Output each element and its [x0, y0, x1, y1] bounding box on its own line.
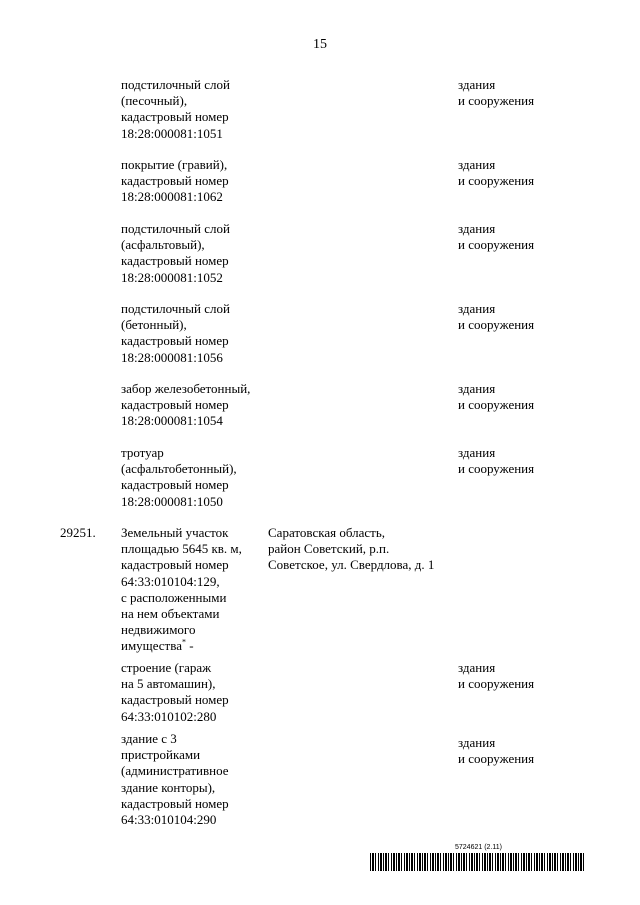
list-item-description: подстилочный слой (бетонный), кадастровый номер 18:28:000081:1056 [121, 301, 230, 365]
list-item-category: здания и сооружения [458, 221, 535, 253]
list-item-category: здания и сооружения [458, 445, 535, 477]
list-item-category: здания и сооружения [458, 735, 535, 767]
list-item-category: здания и сооружения [458, 660, 535, 692]
entry-description-dash: - [185, 638, 194, 654]
entry-description [121, 525, 271, 655]
page-number: 15 [313, 37, 327, 52]
list-item-description: тротуар (асфальтобетонный), кадастровый номер 18:28:000081:1050 [121, 445, 237, 509]
list-item-category: здания и сооружения [458, 157, 535, 189]
entry-number: 29251. [60, 525, 96, 540]
list-item-category: здания и сооружения [458, 77, 535, 109]
list-item-description: покрытие (гравий), кадастровый номер 18:28:000081:1062 [121, 157, 229, 205]
list-item-description: подстилочный слой (песочный), кадастровый номер 18:28:000081:1051 [121, 77, 230, 141]
list-item-description: здание с 3 пристройками (административное здание конторы), кадастровый номер 64:33:010104:290 [121, 731, 229, 828]
barcode-id: 5724621 (2.11) [455, 844, 502, 851]
barcode [370, 853, 584, 871]
list-item-description: подстилочный слой (асфальтовый), кадастровый номер 18:28:000081:1052 [121, 221, 230, 285]
entry-description-text: Земельный участок площадью 5645 кв. м, кадастровый номер 64:33:010104:129, с расположенными на нем объектами недвижимого имущества [121, 525, 242, 654]
entry-address: Саратовская область, район Советский, р.п. Советское, ул. Свердлова, д. 1 [268, 525, 435, 573]
list-item-category: здания и сооружения [458, 301, 535, 333]
list-item-category: здания и сооружения [458, 381, 535, 413]
list-item-description: строение (гараж на 5 автомашин), кадастровый номер 64:33:010102:280 [121, 660, 229, 724]
list-item-description: забор железобетонный, кадастровый номер 18:28:000081:1054 [121, 381, 251, 429]
footnote-mark: * [181, 638, 186, 648]
